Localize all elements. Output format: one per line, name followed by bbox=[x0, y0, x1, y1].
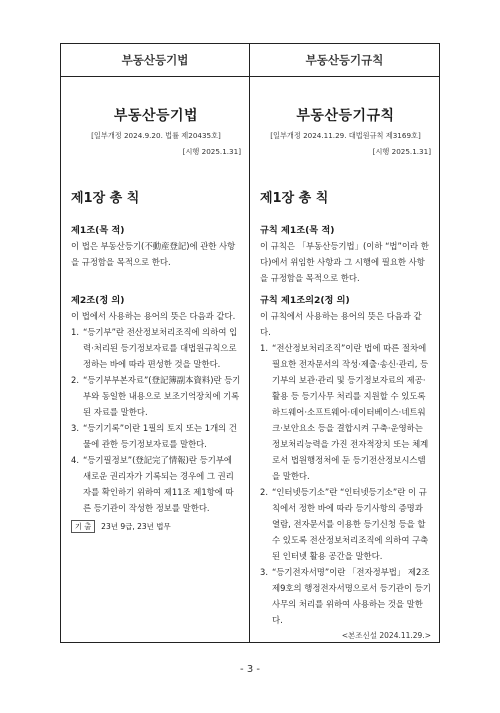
rule-column bbox=[250, 44, 439, 642]
item-number: 1. bbox=[71, 327, 79, 337]
item-number: 1. bbox=[260, 343, 268, 353]
page-number: - 3 - bbox=[240, 664, 260, 675]
law-article-1-text: 이 법은 부동산등기(不動産登記)에 관한 사항을 규정함을 목적으로 한다. bbox=[71, 241, 236, 267]
exam-note-text: 23년 9급, 23년 법무 bbox=[101, 522, 171, 531]
law-article-2-title: 제2조(정 의) bbox=[71, 295, 125, 306]
law-effective-date: [시행 2025.1.31] bbox=[182, 147, 241, 156]
law-column bbox=[61, 44, 250, 642]
law-article-2-intro: 이 법에서 사용하는 용어의 뜻은 다음과 같다. bbox=[71, 311, 236, 321]
exam-note-tag: 기 출 bbox=[71, 520, 95, 533]
item-number: 2. bbox=[71, 375, 79, 385]
law-definition-item bbox=[71, 324, 241, 372]
rule-column-header: 부동산등기규칙 bbox=[250, 44, 439, 77]
item-number: 3. bbox=[260, 567, 268, 577]
law-amendment-info: [일부개정 2024.9.20. 법률 제20435호] bbox=[91, 131, 221, 140]
law-chapter-title: 제1장 총 칙 bbox=[71, 191, 140, 206]
rule-article-1-title: 규칙 제1조(목 적) bbox=[260, 225, 335, 236]
rule-article-1-text: 이 규칙은 「부동산등기법」(이하 “법”이라 한다)에서 위임한 사항과 그 시행에 필요한 사항을 규정함을 목적으로 한다. bbox=[260, 241, 429, 283]
comparison-table bbox=[60, 43, 440, 643]
law-definition-item bbox=[71, 420, 241, 452]
item-text: “등기전자서명”이란 「전자정부법」 제2조 제9호의 행정전자서명으로서 등기관이 등기사무의 처리를 위하여 사용하는 것을 말한다. bbox=[272, 567, 431, 625]
law-definition-item bbox=[71, 452, 241, 516]
law-column-header: 부동산등기법 bbox=[61, 44, 249, 77]
item-text: “전산정보처리조직”이란 법에 따른 절차에 필요한 전자문서의 작성·제출·송신·관리, 등기부의 보관·관리 및 등기정보자료의 제공·활용 등 등기사무 처리를 지원할 수 있도록 하드웨어·소프트웨어·데이터베이스·네트워크·보안요소 등을 결합시켜 구축·운영하는 정보처리능력을 가진 전자적장치 또는 체계로서 법원행정처에 둔 등기전산정보시스템을 말한다. bbox=[272, 343, 429, 481]
rule-amendment-info: [일부개정 2024.11.29. 대법원규칙 제3169호] bbox=[270, 131, 421, 140]
rule-title: 부동산등기규칙 bbox=[296, 108, 395, 124]
item-number: 3. bbox=[71, 423, 79, 433]
item-text: “등기부부본자료”(登記簿副本資料)란 등기부와 동일한 내용으로 보조기억장치에 기록된 자료를 말한다. bbox=[83, 375, 241, 417]
item-number: 2. bbox=[260, 487, 268, 497]
rule-chapter-title: 제1장 총 칙 bbox=[260, 191, 329, 206]
rule-article-2-intro: 이 규칙에서 사용하는 용어의 뜻은 다음과 같다. bbox=[260, 311, 422, 337]
item-text: “등기기록”이란 1필의 토지 또는 1개의 건물에 관한 등기정보자료를 말한다. bbox=[83, 423, 237, 449]
rule-article-2-title: 규칙 제1조의2(정 의) bbox=[260, 295, 350, 306]
item-number: 4. bbox=[71, 455, 79, 465]
rule-definition-item bbox=[260, 484, 431, 564]
item-text: “등기필정보”(登記完了情報)란 등기부에 새로운 권리자가 기록되는 경우에 그 권리자를 확인하기 위하여 제11조 제1항에 따른 등기관이 작성한 정보를 말한다. bbox=[83, 455, 234, 513]
item-text: “인터넷등기소”란 “인터넷등기소”란 이 규칙에서 정한 바에 따라 등기사항의 증명과 열람, 전자문서를 이용한 등기신청 등을 할 수 있도록 전산정보처리조직에 의하여 구축된 인터넷 활용 공간을 말한다. bbox=[272, 487, 429, 561]
law-article-1-title: 제1조(목 적) bbox=[71, 225, 125, 236]
law-title: 부동산등기법 bbox=[113, 108, 199, 124]
amendment-note: <본조신설 2024.11.29.> bbox=[341, 631, 431, 640]
rule-definition-item bbox=[260, 564, 431, 628]
rule-effective-date: [시행 2025.1.31] bbox=[372, 147, 431, 156]
exam-note bbox=[71, 520, 241, 533]
law-definition-item bbox=[71, 372, 241, 420]
rule-definition-item bbox=[260, 340, 431, 484]
item-text: “등기부”란 전산정보처리조직에 의하여 입력·처리된 등기정보자료를 대법원규칙으로 정하는 바에 따라 편성한 것을 말한다. bbox=[83, 327, 238, 369]
